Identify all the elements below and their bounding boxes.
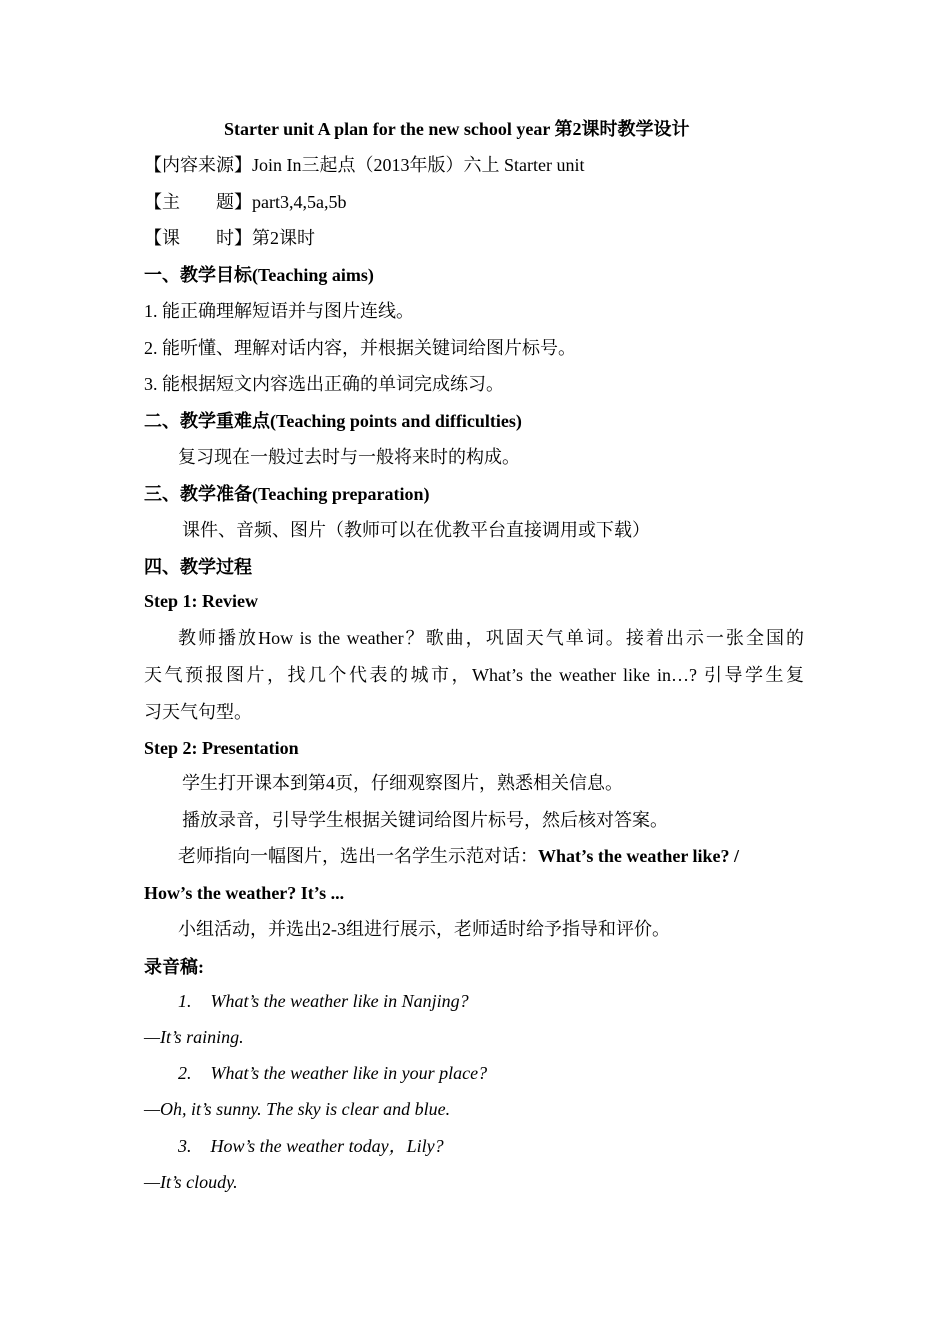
- script-question-text: What’s the weather like in your place?: [210, 1063, 488, 1083]
- aim-item: 2. 能听懂、理解对话内容，并根据关键词给图片标号。: [144, 338, 576, 358]
- aim-item: 3. 能根据短文内容选出正确的单词完成练习。: [144, 374, 504, 394]
- meta-topic: [144, 191, 346, 213]
- step2-line3-text: 老师指向一幅图片，选出一名学生示范对话：: [178, 846, 538, 866]
- aims-heading: 一、教学目标(Teaching aims): [144, 265, 374, 285]
- script-question-text: What’s the weather like in Nanjing?: [210, 991, 469, 1011]
- script-heading: 录音稿:: [144, 957, 204, 977]
- step2-line: How’s the weather? It’s ...: [144, 883, 345, 903]
- step1-line: 教师播放How is the weather？歌曲，巩固天气单词。接着出示一张全国的: [178, 628, 804, 648]
- points-heading: 二、教学重难点(Teaching points and difficulties): [144, 411, 522, 431]
- meta-period: [144, 227, 315, 249]
- script-answer: —It’s cloudy.: [144, 1172, 238, 1192]
- step1-line: 习天气句型。: [144, 702, 252, 722]
- step2-heading: Step 2: Presentation: [144, 738, 299, 758]
- page-title: Starter unit A plan for the new school year 第2课时教学设计: [224, 119, 690, 139]
- aim-item: 1. 能正确理解短语并与图片连线。: [144, 301, 414, 321]
- meta-source: 【内容来源】Join In三起点（2013年版）六上 Starter unit: [144, 155, 585, 175]
- meta-topic-label: 【主 题】: [144, 192, 252, 212]
- script-question: [178, 1062, 487, 1084]
- step1-heading: Step 1: Review: [144, 591, 258, 611]
- meta-period-value: 第2课时: [252, 228, 315, 248]
- points-text: 复习现在一般过去时与一般将来时的构成。: [178, 447, 520, 467]
- script-question: [178, 1135, 444, 1157]
- step2-line: 小组活动，并选出2-3组进行展示，老师适时给予指导和评价。: [178, 919, 670, 939]
- script-number: 2.: [178, 1063, 192, 1083]
- step1-line: 天气预报图片，找几个代表的城市，What’s the weather like in…? 引导学生复: [144, 665, 804, 685]
- meta-period-label: 【课 时】: [144, 228, 252, 248]
- meta-topic-value: part3,4,5a,5b: [252, 192, 347, 212]
- script-question-text: How’s the weather today，Lily?: [210, 1136, 444, 1156]
- step2-line: [178, 845, 739, 867]
- step2-line3-bold: What’s the weather like? /: [538, 846, 739, 866]
- prep-heading: 三、教学准备(Teaching preparation): [144, 484, 430, 504]
- script-question: [178, 990, 469, 1012]
- script-answer: —Oh, it’s sunny. The sky is clear and blue.: [144, 1099, 451, 1119]
- step2-line: 学生打开课本到第4页，仔细观察图片，熟悉相关信息。: [182, 773, 623, 793]
- prep-text: 课件、音频、图片（教师可以在优教平台直接调用或下载）: [182, 520, 650, 540]
- process-heading: 四、教学过程: [144, 557, 252, 577]
- step2-line: 播放录音，引导学生根据关键词给图片标号，然后核对答案。: [182, 810, 668, 830]
- script-answer: —It’s raining.: [144, 1027, 244, 1047]
- script-number: 1.: [178, 991, 192, 1011]
- script-number: 3.: [178, 1136, 192, 1156]
